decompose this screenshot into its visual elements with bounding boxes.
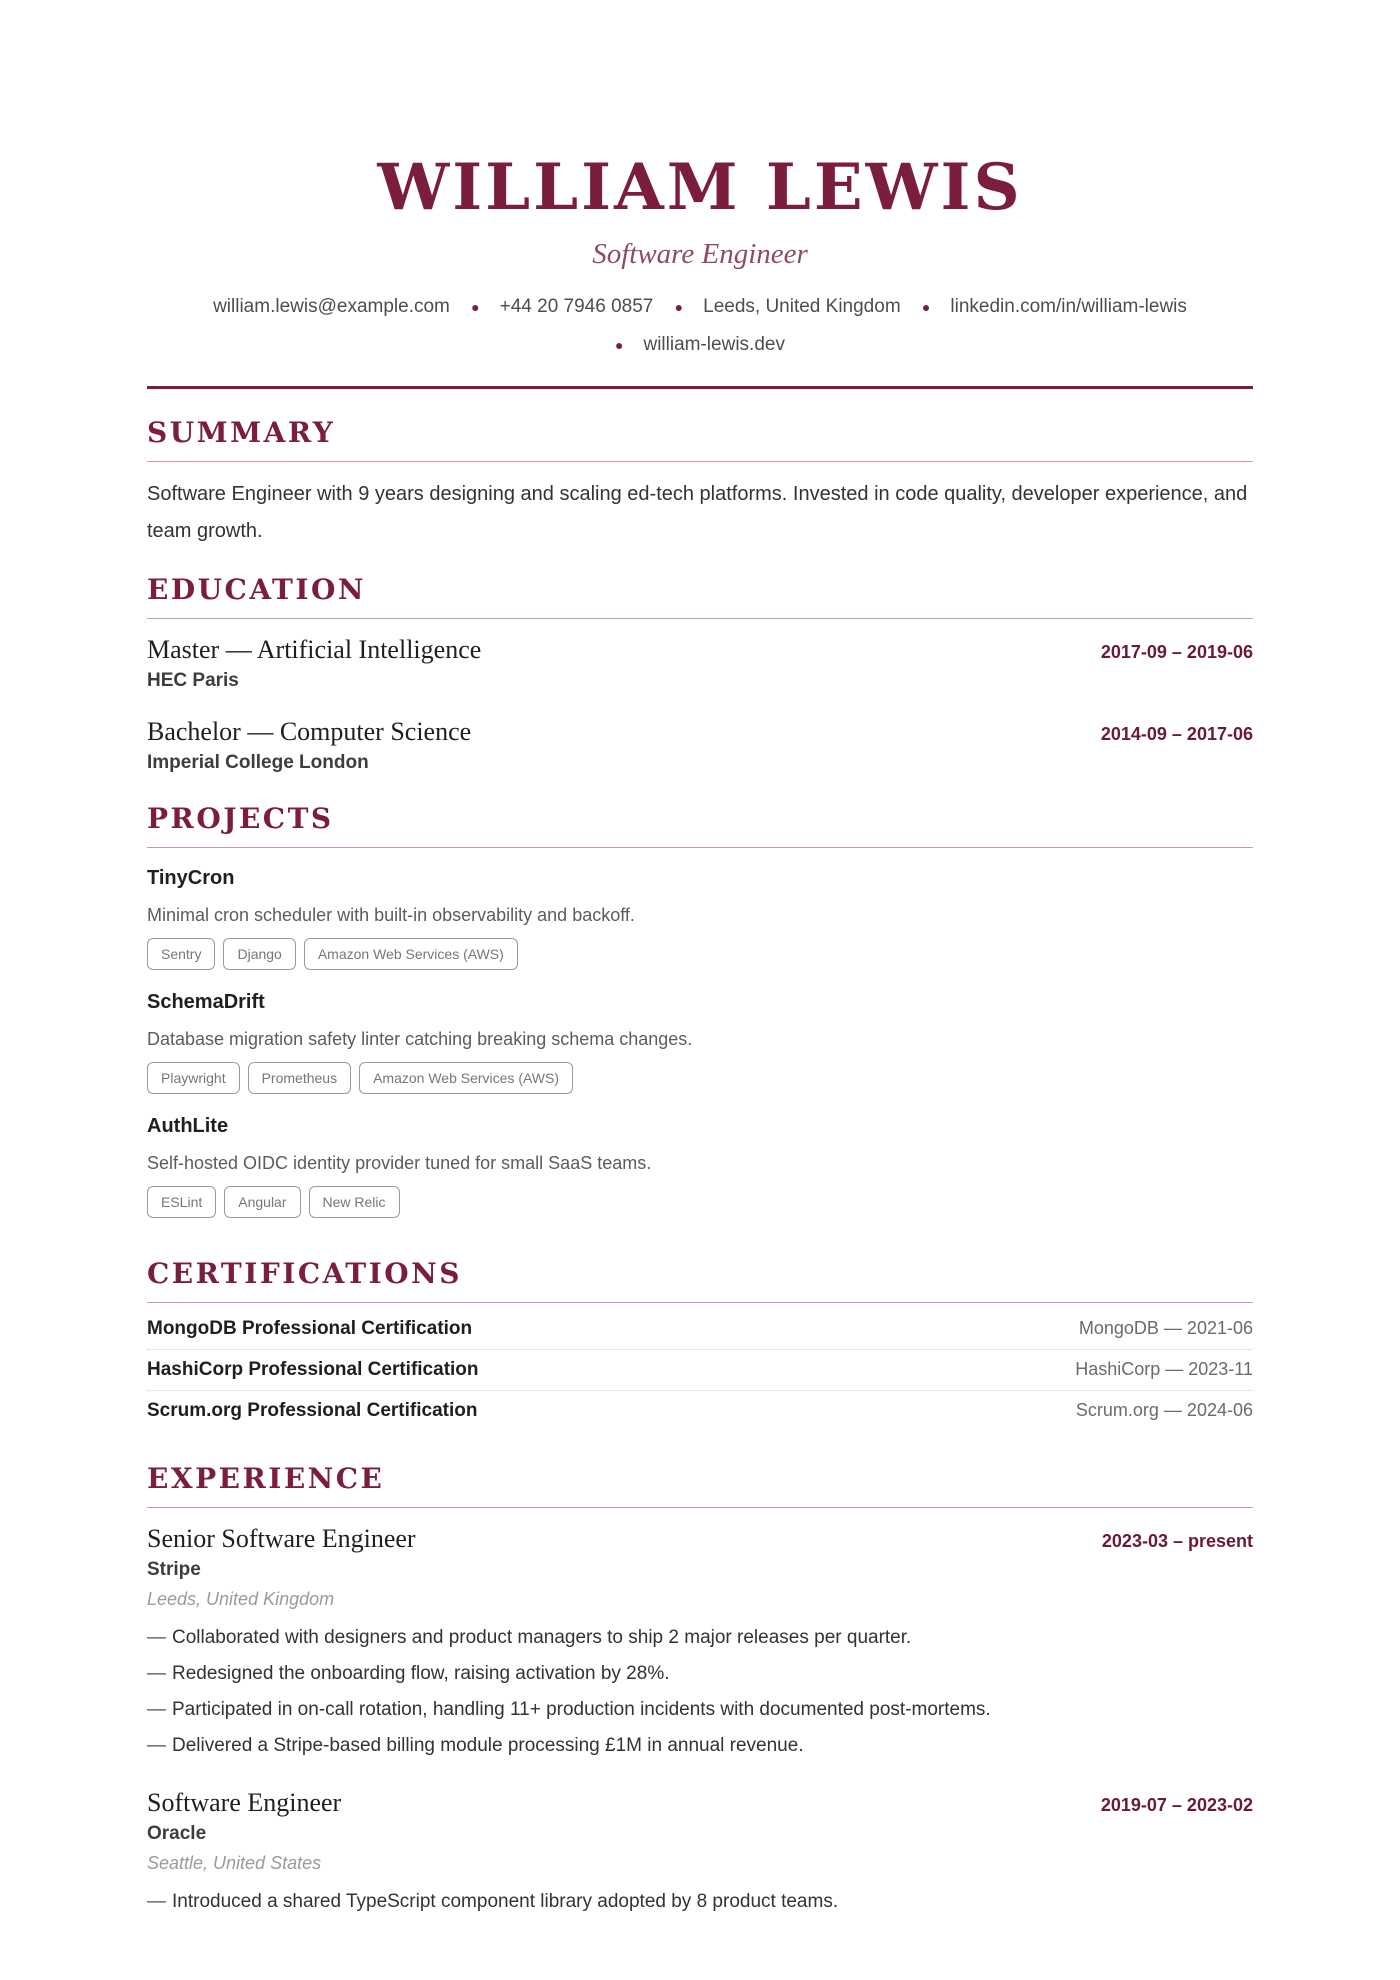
achievement-list (147, 1884, 1253, 1920)
certifications-section (147, 1256, 1253, 1431)
certification-item (147, 1350, 1253, 1391)
dash-icon: — (147, 1699, 166, 1721)
candidate-title: Software Engineer (592, 238, 808, 270)
bullet-dot-icon: ● (921, 299, 931, 315)
achievement-item: — Collaborated with designers and product managers to ship 2 major releases per quarter. (147, 1627, 912, 1649)
project-name: SchemaDrift (147, 991, 265, 1014)
candidate-name: WILLIAM LEWIS (377, 150, 1023, 225)
experience-section (147, 1461, 1253, 1920)
tech-tag: Prometheus (248, 1062, 351, 1094)
project-description: Self-hosted OIDC identity provider tuned for small SaaS teams. (147, 1153, 652, 1174)
education-item (147, 633, 1253, 695)
certification-issuer-date: HashiCorp — 2023-11 (1075, 1359, 1253, 1380)
contact-line (150, 288, 1250, 364)
section-heading: SUMMARY (147, 416, 336, 450)
experience-item (147, 1522, 1253, 1764)
bullet-dot-icon: ● (615, 337, 624, 354)
school: HEC Paris (147, 670, 239, 692)
date-range: 2019-07 – 2023-02 (1100, 1795, 1253, 1816)
tag-list (147, 1062, 1253, 1094)
certification-item (147, 1391, 1253, 1431)
tech-tag: New Relic (309, 1186, 400, 1218)
achievement-item: — Redesigned the onboarding flow, raising activation by 28%. (147, 1663, 670, 1685)
certification-item (147, 1309, 1253, 1350)
date-range: 2017-09 – 2019-06 (1100, 642, 1253, 663)
entry-head (147, 715, 1253, 749)
dash-icon: — (147, 1627, 166, 1649)
contact-linkedin[interactable]: ● linkedin.com/in/william-lewis (921, 296, 1187, 318)
job-role: Software Engineer (147, 1788, 342, 1818)
project-item (147, 1110, 1253, 1218)
company: Stripe (147, 1559, 201, 1581)
entry-head (147, 633, 1253, 667)
tech-tag: Amazon Web Services (AWS) (359, 1062, 573, 1094)
section-heading: PROJECTS (147, 802, 334, 836)
tech-tag: Angular (224, 1186, 300, 1218)
tag-list (147, 1186, 1253, 1218)
project-item (147, 986, 1253, 1094)
achievement-item: — Delivered a Stripe-based billing module processing £1M in annual revenue. (147, 1735, 804, 1757)
achievement-list (147, 1620, 1253, 1764)
school: Imperial College London (147, 752, 369, 774)
section-divider (147, 1507, 1253, 1508)
degree: Bachelor — Computer Science (147, 717, 472, 747)
company: Oracle (147, 1823, 207, 1845)
project-item (147, 862, 1253, 970)
section-divider (147, 847, 1253, 848)
bullet-dot-icon: ● (674, 299, 684, 315)
date-range: 2014-09 – 2017-06 (1100, 724, 1253, 745)
certification-name: Scrum.org Professional Certification (147, 1400, 478, 1422)
project-name: AuthLite (147, 1115, 229, 1138)
entry-head (147, 1522, 1253, 1556)
header-divider (147, 386, 1253, 389)
job-location: Seattle, United States (147, 1853, 322, 1874)
certification-name: MongoDB Professional Certification (147, 1318, 473, 1340)
job-location: Leeds, United Kingdom (147, 1589, 335, 1610)
section-heading: EXPERIENCE (147, 1462, 385, 1496)
project-name: TinyCron (147, 867, 235, 890)
tech-tag: Playwright (147, 1062, 240, 1094)
section-heading: EDUCATION (147, 573, 366, 607)
summary-text: Software Engineer with 9 years designing and scaling ed-tech platforms. Invested in code quality, developer experience, and team growth. (147, 483, 1248, 543)
dash-icon: — (147, 1891, 166, 1913)
certification-name: HashiCorp Professional Certification (147, 1359, 479, 1381)
tech-tag: Django (223, 938, 295, 970)
contact-website[interactable]: ● william-lewis.dev (615, 334, 785, 356)
experience-item (147, 1786, 1253, 1920)
certification-issuer-date: MongoDB — 2021-06 (1078, 1318, 1253, 1339)
education-item (147, 715, 1253, 777)
education-section (147, 572, 1253, 777)
project-description: Database migration safety linter catching breaking schema changes. (147, 1029, 693, 1050)
section-divider (147, 618, 1253, 619)
tech-tag: ESLint (147, 1186, 216, 1218)
dash-icon: — (147, 1663, 166, 1685)
contact-email[interactable]: william.lewis@example.com (213, 296, 450, 318)
bullet-dot-icon: ● (471, 299, 480, 315)
section-divider (147, 1302, 1253, 1303)
job-role: Senior Software Engineer (147, 1524, 416, 1554)
entry-head (147, 1786, 1253, 1820)
date-range: 2023-03 – present (1101, 1531, 1253, 1552)
dash-icon: — (147, 1735, 166, 1757)
tech-tag: Amazon Web Services (AWS) (304, 938, 518, 970)
certification-issuer-date: Scrum.org — 2024-06 (1075, 1400, 1253, 1421)
resume-header (147, 150, 1253, 389)
projects-section (147, 801, 1253, 1218)
project-description: Minimal cron scheduler with built-in observability and backoff. (147, 905, 635, 926)
achievement-item: — Introduced a shared TypeScript component library adopted by 8 product teams. (147, 1891, 839, 1913)
tag-list (147, 938, 1253, 970)
contact-location: ● Leeds, United Kingdom (674, 296, 901, 318)
achievement-item: — Participated in on-call rotation, handling 11+ production incidents with documented post-mortems. (147, 1699, 991, 1721)
summary-section (147, 415, 1253, 550)
tech-tag: Sentry (147, 938, 215, 970)
degree: Master — Artificial Intelligence (147, 635, 482, 665)
contact-phone[interactable]: ● +44 20 7946 0857 (471, 296, 654, 318)
section-divider (147, 461, 1253, 462)
section-heading: CERTIFICATIONS (147, 1257, 462, 1291)
